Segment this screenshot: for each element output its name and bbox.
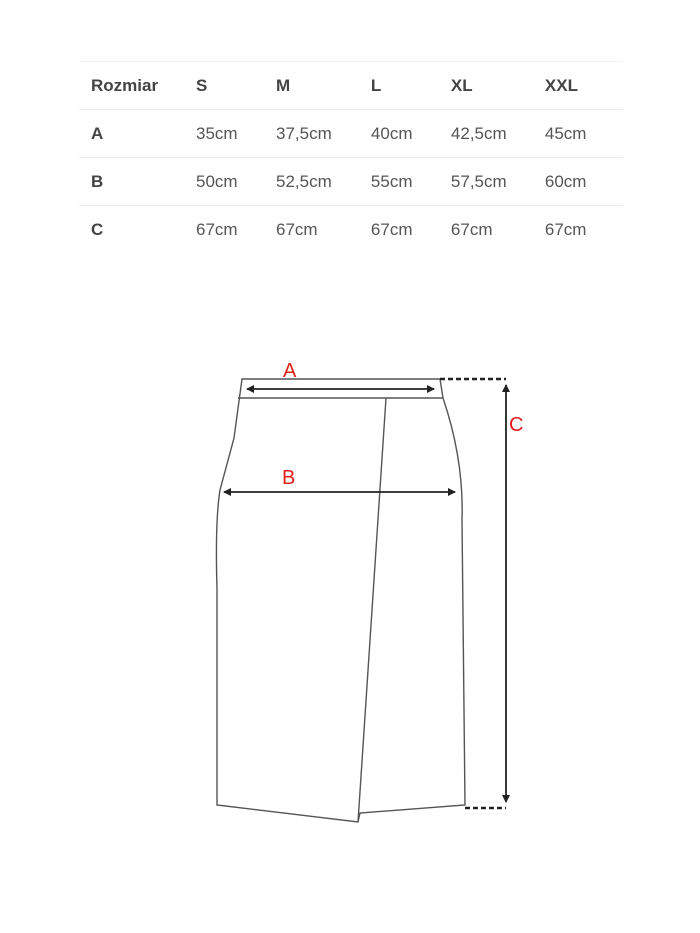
wrap-overlap-line bbox=[358, 398, 386, 822]
cell-b-xl: 57,5cm bbox=[450, 171, 507, 191]
row-label-b: B bbox=[91, 171, 104, 191]
header-s: S bbox=[196, 75, 208, 95]
skirt-body-outline bbox=[216, 379, 465, 822]
cell-a-s: 35cm bbox=[196, 123, 238, 143]
cell-a-xxl: 45cm bbox=[544, 123, 587, 143]
cell-b-s: 50cm bbox=[196, 171, 238, 191]
cell-c-l: 67cm bbox=[370, 219, 413, 239]
row-label-c: C bbox=[91, 219, 104, 239]
label-b: B bbox=[282, 467, 296, 489]
cell-c-xxl: 67cm bbox=[544, 219, 587, 239]
header-xl: XL bbox=[450, 75, 473, 95]
cell-a-xl: 42,5cm bbox=[450, 123, 507, 143]
cell-a-m: 37,5cm bbox=[275, 123, 332, 143]
cell-c-xl: 67cm bbox=[450, 219, 493, 239]
label-c: C bbox=[509, 414, 524, 436]
header-xxl: XXL bbox=[544, 75, 578, 95]
cell-c-s: 67cm bbox=[196, 219, 238, 239]
header-l: L bbox=[370, 75, 382, 95]
cell-b-l: 55cm bbox=[370, 171, 413, 191]
header-size: Rozmiar bbox=[91, 75, 159, 95]
skirt-outline bbox=[216, 379, 465, 822]
cell-b-xxl: 60cm bbox=[544, 171, 587, 191]
row-label-a: A bbox=[91, 123, 104, 143]
cell-a-l: 40cm bbox=[370, 123, 413, 143]
header-m: M bbox=[275, 75, 291, 95]
cell-c-m: 67cm bbox=[275, 219, 318, 239]
label-a: A bbox=[283, 360, 297, 382]
cell-b-m: 52,5cm bbox=[275, 171, 332, 191]
